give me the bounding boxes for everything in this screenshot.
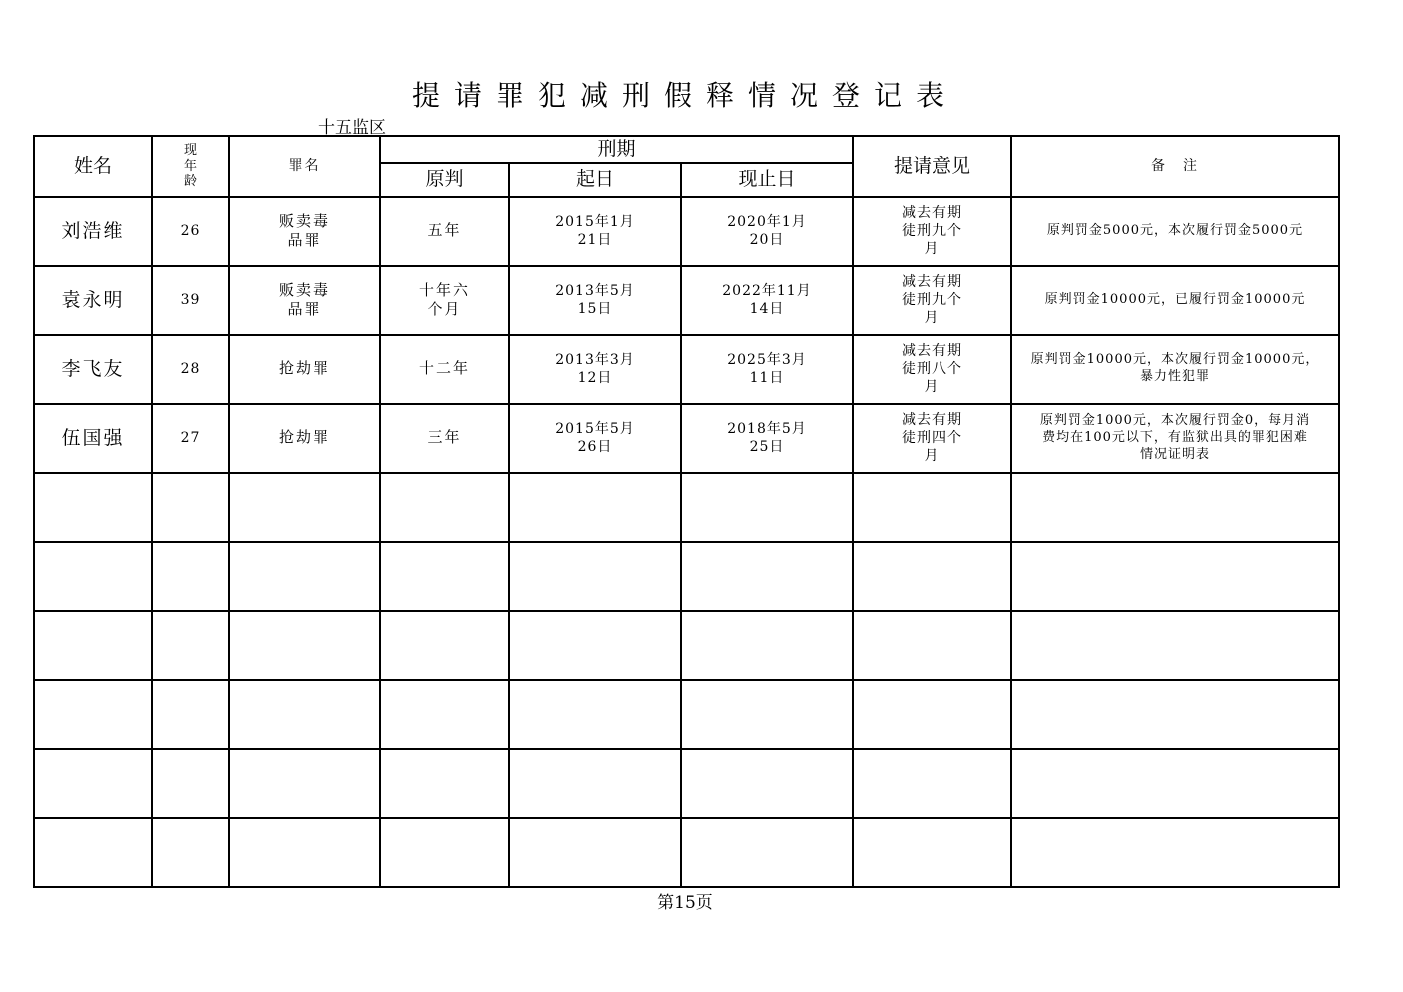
empty-cell xyxy=(509,680,681,749)
cell-opinion-line: 减去有期 xyxy=(902,273,962,290)
cell-end-date xyxy=(681,404,853,473)
empty-cell xyxy=(681,680,853,749)
empty-cell xyxy=(853,680,1011,749)
empty-cell xyxy=(1011,611,1339,680)
registration-table xyxy=(33,135,1340,888)
header-start-date: 起日 xyxy=(509,163,681,197)
table-row xyxy=(34,197,1339,266)
cell-remarks-line: 情况证明表 xyxy=(1139,446,1210,462)
prison-district-label: 十五监区 xyxy=(318,118,386,138)
empty-cell xyxy=(509,542,681,611)
cell-start-date xyxy=(509,404,681,473)
cell-original xyxy=(380,335,509,404)
cell-original-line: 三年 xyxy=(427,428,462,447)
header-remarks: 备 注 xyxy=(1011,136,1339,197)
empty-cell xyxy=(380,542,509,611)
cell-start-date-line: 26日 xyxy=(577,439,613,456)
cell-opinion-line: 月 xyxy=(924,310,940,327)
cell-remarks xyxy=(1011,404,1339,473)
cell-original xyxy=(380,266,509,335)
cell-end-date-line: 2020年1月 xyxy=(727,214,807,230)
cell-end-date xyxy=(681,197,853,266)
empty-cell xyxy=(1011,542,1339,611)
header-age-char: 龄 xyxy=(183,174,197,190)
cell-remarks-line: 费均在100元以下，有监狱出具的罪犯困难 xyxy=(1042,429,1308,445)
cell-original-line: 十二年 xyxy=(418,359,470,378)
empty-cell xyxy=(681,749,853,818)
empty-cell xyxy=(152,542,229,611)
cell-start-date xyxy=(509,335,681,404)
cell-original-line: 个月 xyxy=(427,300,462,319)
cell-opinion xyxy=(853,266,1011,335)
empty-cell xyxy=(1011,473,1339,542)
table-row xyxy=(34,266,1339,335)
cell-remarks-line: 原判罚金1000元，本次履行罚金0，每月消 xyxy=(1039,412,1311,428)
empty-cell xyxy=(229,680,380,749)
empty-cell xyxy=(853,542,1011,611)
empty-cell xyxy=(152,473,229,542)
empty-cell xyxy=(380,611,509,680)
empty-cell xyxy=(34,680,152,749)
cell-opinion-line: 减去有期 xyxy=(902,204,962,221)
cell-start-date-line: 15日 xyxy=(577,301,613,318)
cell-opinion xyxy=(853,404,1011,473)
cell-remarks xyxy=(1011,266,1339,335)
cell-start-date-line: 2015年1月 xyxy=(555,214,635,230)
empty-cell xyxy=(681,818,853,887)
cell-end-date-line: 14日 xyxy=(749,301,785,318)
cell-crime-line: 贩卖毒 xyxy=(278,280,330,299)
cell-age: 39 xyxy=(152,266,229,335)
cell-opinion-line: 徒刑九个 xyxy=(902,292,962,309)
empty-cell xyxy=(34,611,152,680)
cell-name: 李飞友 xyxy=(34,335,152,404)
empty-cell xyxy=(34,473,152,542)
empty-cell xyxy=(152,818,229,887)
cell-opinion-line: 月 xyxy=(924,241,940,258)
cell-remarks xyxy=(1011,197,1339,266)
empty-table-row xyxy=(34,749,1339,818)
cell-opinion xyxy=(853,335,1011,404)
cell-age: 26 xyxy=(152,197,229,266)
cell-end-date-line: 25日 xyxy=(749,439,785,456)
cell-end-date xyxy=(681,266,853,335)
cell-original xyxy=(380,404,509,473)
cell-original xyxy=(380,197,509,266)
empty-cell xyxy=(1011,818,1339,887)
header-original: 原判 xyxy=(380,163,509,197)
empty-cell xyxy=(853,473,1011,542)
empty-cell xyxy=(681,611,853,680)
cell-opinion xyxy=(853,197,1011,266)
empty-cell xyxy=(152,749,229,818)
header-age-char: 年 xyxy=(183,158,197,174)
empty-cell xyxy=(380,749,509,818)
header-end-date: 现止日 xyxy=(681,163,853,197)
cell-end-date-line: 20日 xyxy=(749,232,785,249)
empty-cell xyxy=(681,473,853,542)
cell-crime-line: 抢劫罪 xyxy=(278,359,330,378)
cell-start-date xyxy=(509,266,681,335)
cell-start-date-line: 21日 xyxy=(577,232,613,249)
cell-start-date-line: 2015年5月 xyxy=(555,421,635,438)
cell-original-line: 五年 xyxy=(427,221,462,240)
cell-crime-line: 品罪 xyxy=(287,300,322,319)
cell-name: 刘浩维 xyxy=(34,197,152,266)
cell-opinion-line: 月 xyxy=(924,379,940,396)
empty-table-row xyxy=(34,680,1339,749)
cell-crime xyxy=(229,197,380,266)
empty-cell xyxy=(853,818,1011,887)
empty-cell xyxy=(380,818,509,887)
table-row xyxy=(34,404,1339,473)
cell-original-line: 十年六 xyxy=(418,280,470,299)
header-age xyxy=(152,136,229,197)
cell-end-date-line: 11日 xyxy=(749,370,785,387)
cell-end-date-line: 2025年3月 xyxy=(727,352,807,369)
empty-cell xyxy=(229,749,380,818)
cell-remarks xyxy=(1011,335,1339,404)
empty-cell xyxy=(152,680,229,749)
cell-crime-line: 抢劫罪 xyxy=(278,428,330,447)
cell-opinion-line: 徒刑八个 xyxy=(902,361,962,378)
empty-cell xyxy=(229,542,380,611)
empty-cell xyxy=(34,818,152,887)
cell-start-date-line: 12日 xyxy=(577,370,613,387)
empty-cell xyxy=(152,611,229,680)
empty-cell xyxy=(229,818,380,887)
cell-end-date-line: 2022年11月 xyxy=(722,283,812,300)
cell-name: 袁永明 xyxy=(34,266,152,335)
cell-crime xyxy=(229,335,380,404)
cell-remarks-line: 暴力性犯罪 xyxy=(1139,369,1210,385)
cell-opinion-line: 月 xyxy=(924,448,940,465)
empty-cell xyxy=(509,473,681,542)
cell-end-date-line: 2018年5月 xyxy=(727,421,807,438)
empty-cell xyxy=(1011,680,1339,749)
empty-table-row xyxy=(34,473,1339,542)
empty-cell xyxy=(34,542,152,611)
cell-start-date-line: 2013年3月 xyxy=(555,352,635,369)
header-name: 姓名 xyxy=(34,136,152,197)
cell-crime xyxy=(229,404,380,473)
empty-cell xyxy=(509,818,681,887)
header-row-top xyxy=(34,136,1339,163)
cell-name: 伍国强 xyxy=(34,404,152,473)
header-opinion: 提请意见 xyxy=(853,136,1011,197)
table-row xyxy=(34,335,1339,404)
cell-opinion-line: 徒刑九个 xyxy=(902,223,962,240)
empty-cell xyxy=(380,680,509,749)
cell-opinion-line: 减去有期 xyxy=(902,411,962,428)
cell-opinion-line: 徒刑四个 xyxy=(902,430,962,447)
cell-start-date xyxy=(509,197,681,266)
cell-opinion-line: 减去有期 xyxy=(902,342,962,359)
page-number: 第15页 xyxy=(657,893,713,913)
cell-remarks-line: 原判罚金10000元，本次履行罚金10000元， xyxy=(1030,352,1320,368)
empty-cell xyxy=(229,611,380,680)
empty-cell xyxy=(34,749,152,818)
cell-age: 28 xyxy=(152,335,229,404)
empty-cell xyxy=(229,473,380,542)
cell-start-date-line: 2013年5月 xyxy=(555,283,635,300)
empty-cell xyxy=(509,749,681,818)
empty-cell xyxy=(853,611,1011,680)
cell-remarks-line: 原判罚金10000元，已履行罚金10000元 xyxy=(1044,291,1306,307)
cell-crime-line: 品罪 xyxy=(287,231,322,250)
cell-age: 27 xyxy=(152,404,229,473)
header-age-char: 现 xyxy=(183,142,197,158)
empty-table-row xyxy=(34,818,1339,887)
empty-cell xyxy=(681,542,853,611)
cell-crime xyxy=(229,266,380,335)
empty-cell xyxy=(853,749,1011,818)
document-title: 提请罪犯减刑假释情况登记表 xyxy=(411,79,958,112)
empty-cell xyxy=(380,473,509,542)
empty-cell xyxy=(1011,749,1339,818)
empty-table-row xyxy=(34,542,1339,611)
cell-end-date xyxy=(681,335,853,404)
cell-remarks-line: 原判罚金5000元，本次履行罚金5000元 xyxy=(1046,222,1304,238)
empty-table-row xyxy=(34,611,1339,680)
cell-crime-line: 贩卖毒 xyxy=(278,211,330,230)
header-crime: 罪名 xyxy=(229,136,380,197)
empty-cell xyxy=(509,611,681,680)
header-sentence-group: 刑期 xyxy=(380,136,853,163)
